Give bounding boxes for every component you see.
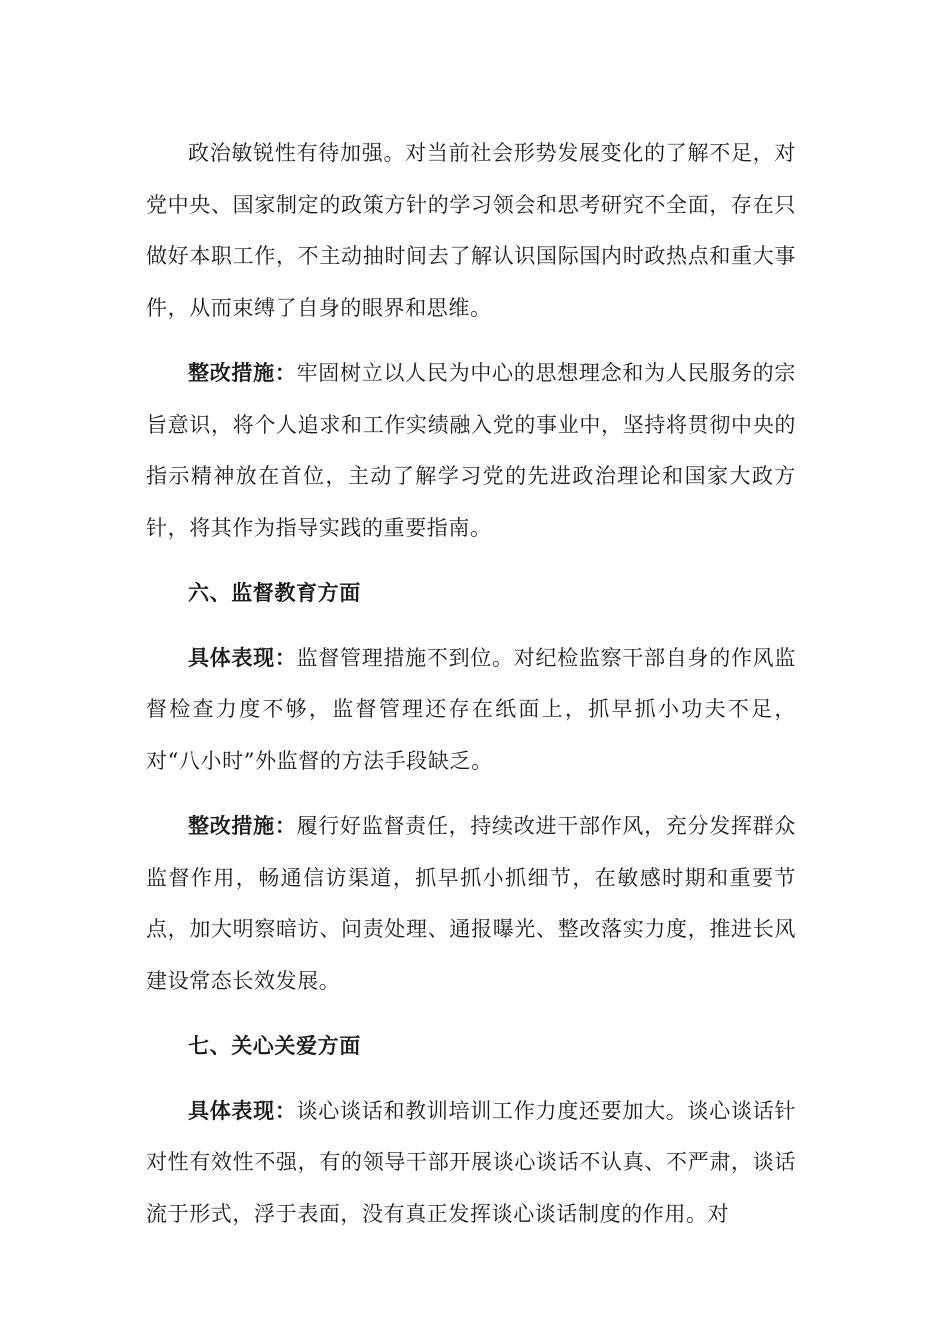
paragraph-rectification-2 <box>146 800 796 1007</box>
paragraph-performance-care <box>146 1085 796 1241</box>
paragraph-rectification-1 <box>146 347 796 554</box>
paragraph-text: 牢固树立以人民为中心的思想理念和为人民服务的宗旨意识，将个人追求和工作实绩融入党的事业中，坚持将贯彻中央的指示精神放在首位，主动了解学习党的先进政治理论和国家大政方针，将其作为指导实践的重要指南。 <box>146 361 796 540</box>
paragraph-text: 履行好监督责任，持续改进干部作风，充分发挥群众监督作用，畅通信访渠道，抓早抓小抓细节，在敏感时期和重要节点，加大明察暗访、问责处理、通报曝光、整改落实力度，推进长风建设常态长效发展。 <box>146 814 796 993</box>
paragraph-text: 政治敏锐性有待加强。对当前社会形势发展变化的了解不足，对党中央、国家制定的政策方针的学习领会和思考研究不全面，存在只做好本职工作，不主动抽时间去了解认识国际国内时政热点和重大事件，从而束缚了自身的眼界和思维。 <box>146 141 796 320</box>
paragraph-political-sensitivity <box>146 128 796 334</box>
rectification-label: 整改措施： <box>188 813 297 838</box>
section-heading-care: 七、关心关爱方面 <box>188 1033 361 1058</box>
rectification-label: 整改措施： <box>188 360 297 385</box>
paragraph-text: 监督管理措施不到位。对纪检监察干部自身的作风监督检查力度不够，监督管理还存在纸面上，抓早抓小功夫不足，对“八小时”外监督的方法手段缺乏。 <box>146 645 796 773</box>
paragraph-text: 谈心谈话和教训培训工作力度还要加大。谈心谈话针对性有效性不强，有的领导干部开展谈心谈话不认真、不严肃，谈话流于形式，浮于表面，没有真正发挥谈心谈话制度的作用。对 <box>146 1098 796 1226</box>
performance-label: 具体表现： <box>188 644 297 670</box>
performance-label: 具体表现： <box>188 1097 297 1123</box>
document-page <box>146 128 796 1253</box>
section-heading-supervision: 六、监督教育方面 <box>188 580 361 605</box>
paragraph-performance-supervision <box>146 632 796 788</box>
